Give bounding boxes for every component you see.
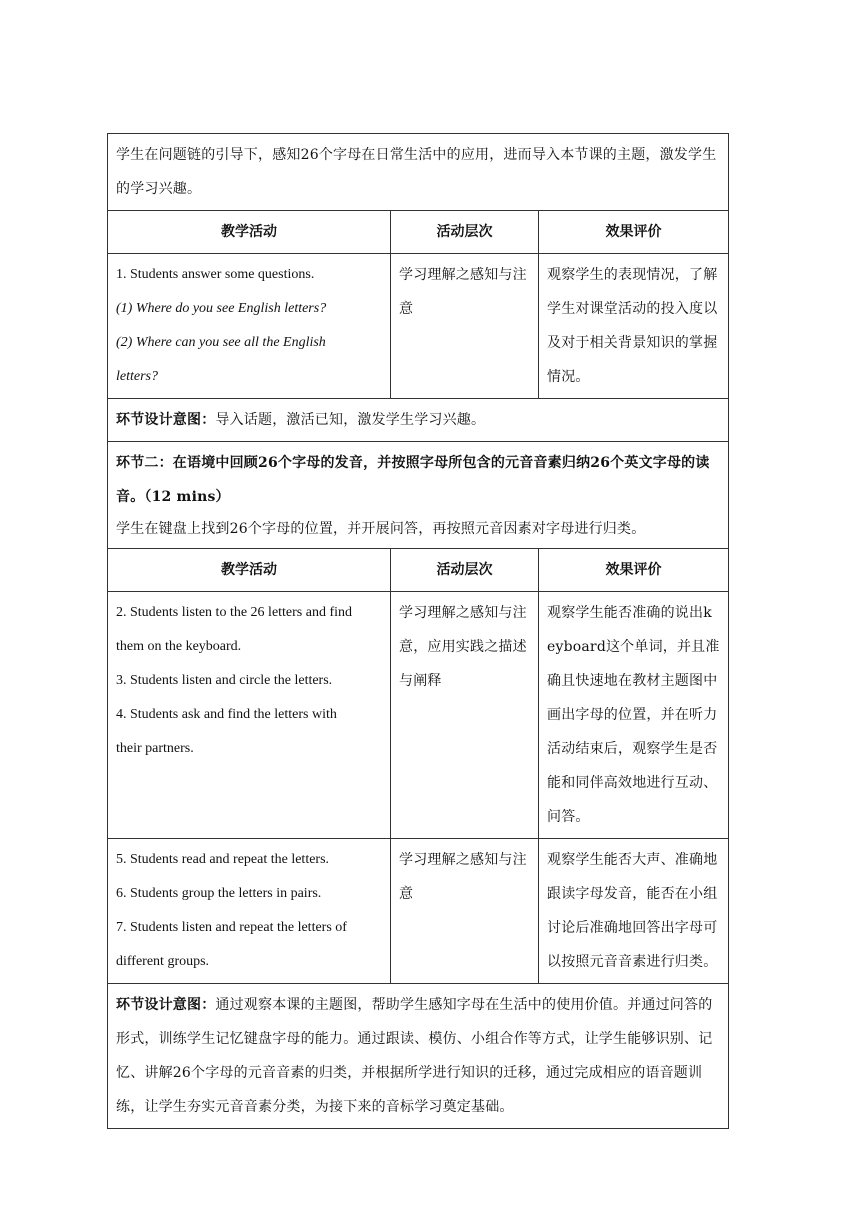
stage-title: 环节二：在语境中回顾26个字母的发音，并按照字母所包含的元音音素归纳26个英文字母的读音。（12 mins） bbox=[116, 455, 710, 505]
stage-description: 学生在键盘上找到26个字母的位置，并开展问答，再按照元音因素对字母进行归类。 bbox=[116, 521, 646, 537]
design-intent-text: 导入话题，激活已知，激发学生学习兴趣。 bbox=[215, 412, 486, 428]
evaluation-cell: 观察学生能否大声、准确地跟读字母发音，能否在小组讨论后准确地回答出字母可以按照元音音素进行归类。 bbox=[539, 839, 729, 984]
design-intent-row bbox=[108, 984, 729, 1129]
design-intent-row bbox=[108, 399, 729, 442]
activity-line: 1. Students answer some questions. bbox=[116, 267, 315, 282]
activity-line: 7. Students listen and repeat the letters of bbox=[116, 920, 347, 935]
intro-text: 学生在问题链的引导下，感知26个字母在日常生活中的应用，进而导入本节课的主题，激发学生的学习兴趣。 bbox=[108, 134, 729, 211]
activity-line: different groups. bbox=[116, 954, 210, 969]
table-row bbox=[108, 254, 729, 399]
table-row bbox=[108, 839, 729, 984]
design-intent-label: 环节设计意图： bbox=[116, 412, 216, 428]
activity-line: (1) Where do you see English letters? bbox=[116, 301, 327, 316]
evaluation-cell: 观察学生的表现情况，了解学生对课堂活动的投入度以及对于相关背景知识的掌握情况。 bbox=[539, 254, 729, 399]
activity-line: (2) Where can you see all the English bbox=[116, 335, 326, 350]
design-intent-label: 环节设计意图： bbox=[116, 997, 216, 1013]
stage-cell bbox=[108, 442, 729, 549]
header-activity-level: 活动层次 bbox=[391, 211, 539, 254]
activity-cell bbox=[108, 254, 391, 399]
header-teaching-activity: 教学活动 bbox=[108, 549, 391, 592]
table-row bbox=[108, 592, 729, 839]
design-intent-cell bbox=[108, 399, 729, 442]
header-effect-evaluation: 效果评价 bbox=[539, 549, 729, 592]
intro-row bbox=[108, 134, 729, 211]
design-intent-text: 通过观察本课的主题图，帮助学生感知字母在生活中的使用价值。并通过问答的形式，训练学生记忆键盘字母的能力。通过跟读、模仿、小组合作等方式，让学生能够识别、记忆、讲解26个字母的元音音素的归类，并根据所学进行知识的迁移，通过完成相应的语音题训练，让学生夯实元音音素分类，为接下来的音标学习奠定基础。 bbox=[116, 997, 713, 1115]
level-cell: 学习理解之感知与注意 bbox=[391, 839, 539, 984]
activity-line: their partners. bbox=[116, 741, 194, 756]
activity-line: 4. Students ask and find the letters with bbox=[116, 707, 337, 722]
activity-line: them on the keyboard. bbox=[116, 639, 242, 654]
design-intent-cell bbox=[108, 984, 729, 1129]
activity-cell bbox=[108, 839, 391, 984]
stage-row bbox=[108, 442, 729, 549]
table-header-row bbox=[108, 211, 729, 254]
header-teaching-activity: 教学活动 bbox=[108, 211, 391, 254]
activity-line: 6. Students group the letters in pairs. bbox=[116, 886, 322, 901]
level-cell: 学习理解之感知与注意，应用实践之描述与阐释 bbox=[391, 592, 539, 839]
header-activity-level: 活动层次 bbox=[391, 549, 539, 592]
lesson-plan-table bbox=[107, 133, 729, 1129]
activity-line: letters? bbox=[116, 369, 158, 384]
header-effect-evaluation: 效果评价 bbox=[539, 211, 729, 254]
activity-line: 3. Students listen and circle the letters. bbox=[116, 673, 333, 688]
activity-line: 2. Students listen to the 26 letters and find bbox=[116, 605, 353, 620]
level-cell: 学习理解之感知与注意 bbox=[391, 254, 539, 399]
activity-cell bbox=[108, 592, 391, 839]
evaluation-cell: 观察学生能否准确的说出keyboard这个单词，并且准确且快速地在教材主题图中画出字母的位置，并在听力活动结束后，观察学生是否能和同伴高效地进行互动、问答。 bbox=[539, 592, 729, 839]
table-header-row bbox=[108, 549, 729, 592]
activity-line: 5. Students read and repeat the letters. bbox=[116, 852, 330, 867]
